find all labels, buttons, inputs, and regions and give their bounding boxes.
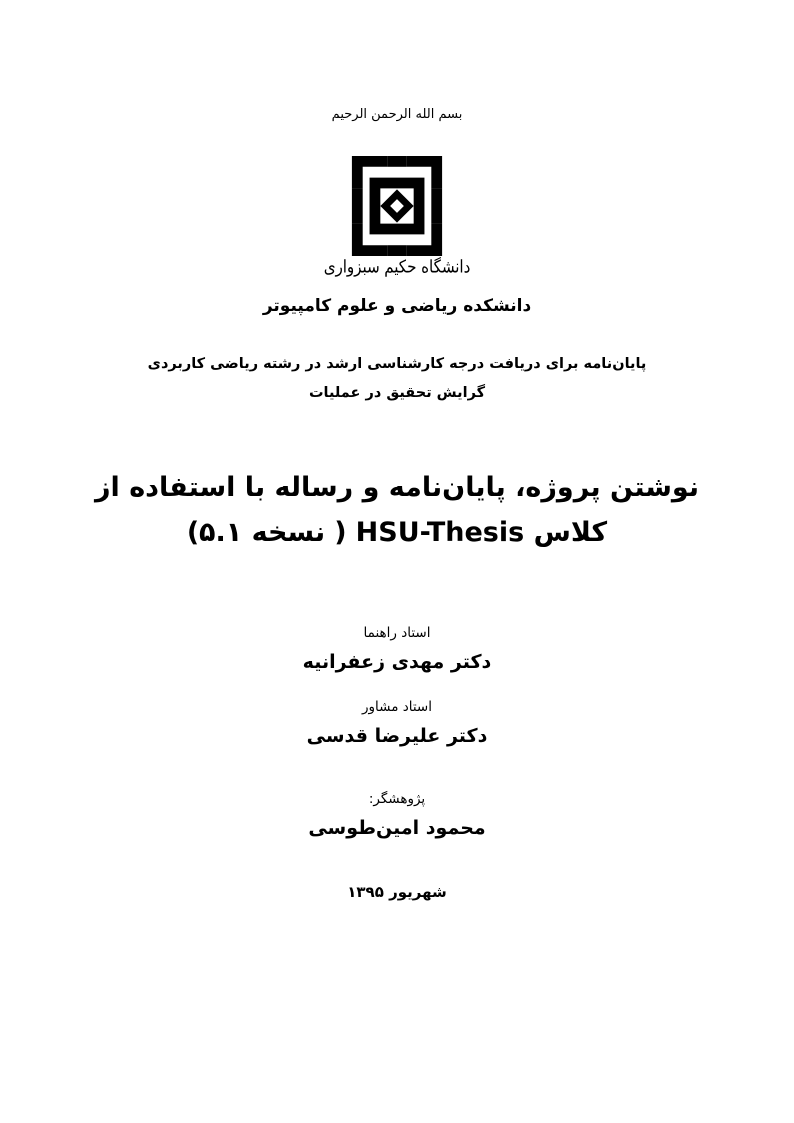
university-logo-block (297, 156, 497, 276)
thesis-title-line-2 (67, 511, 727, 556)
supervisor-role-label: استاد راهنما (363, 625, 431, 642)
degree-line-2: گرایش تحقیق در عملیات (308, 385, 486, 402)
basmala-text: بسم الله الرحمن الرحیم (331, 107, 463, 122)
faculty-name: دانشکده ریاضی و علوم کامپیوتر (262, 296, 532, 317)
thesis-title-line-2-prefix: کلاس (524, 516, 608, 548)
thesis-title-version: ( نسخه ۵.۱) (186, 516, 356, 548)
people-block (0, 621, 794, 843)
publication-date: شهریور ۱۳۹۵ (347, 883, 447, 902)
advisor-role-label: استاد مشاور (362, 699, 432, 716)
degree-line-1: پایان‌نامه برای دریافت درجه کارشناسی ارشد در رشته ریاضی کاربردی (147, 356, 647, 373)
hakim-sabzevari-university-logo-icon (338, 156, 456, 256)
advisor-name: دکتر علیرضا قدسی (306, 724, 488, 747)
supervisor-name: دکتر مهدی زعفرانیه (302, 650, 492, 673)
university-wordmark: دانشگاه حکیم سبزواری (323, 256, 471, 278)
researcher-role-label: پژوهشگر: (368, 791, 426, 808)
thesis-title-line-1: نوشتن پروژه، پایان‌نامه و رساله با استفاده از (95, 472, 699, 504)
degree-statement (148, 350, 647, 408)
thesis-class-name: HSU-Thesis (355, 516, 525, 548)
thesis-title (67, 466, 727, 555)
researcher-name: محمود امین‌طوسی (308, 816, 486, 839)
